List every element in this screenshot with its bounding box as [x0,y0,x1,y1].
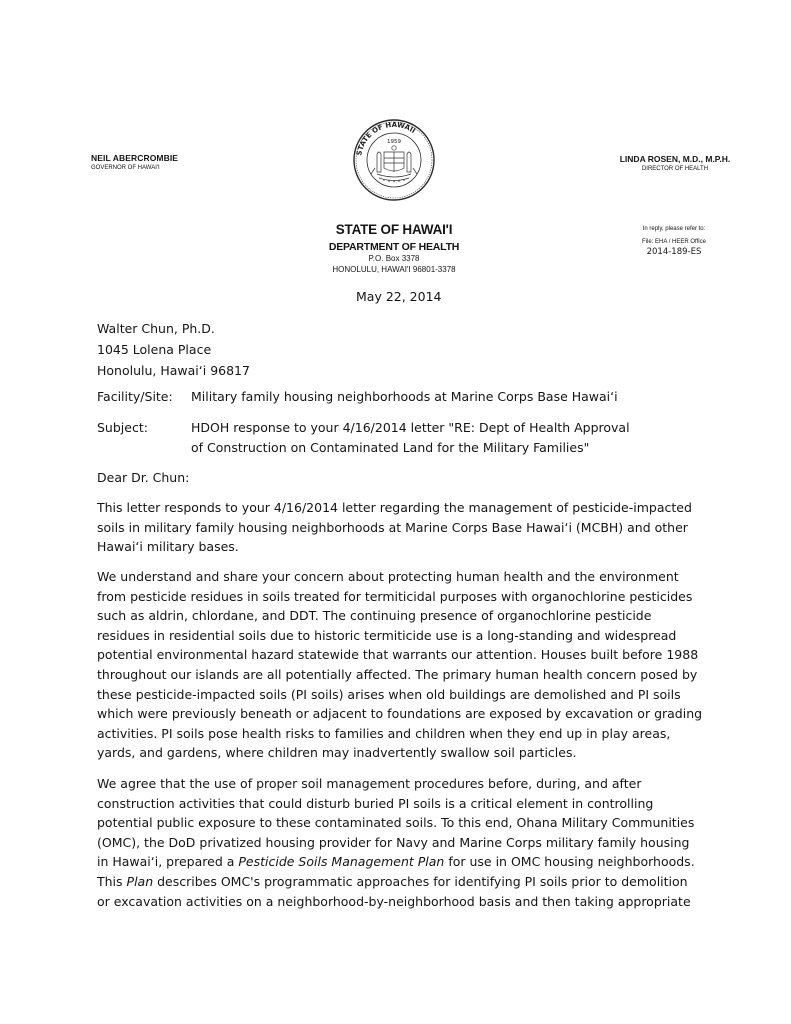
paragraph-line: construction activities that could disturb buried PI soils is a critical element in controlling [97,795,654,811]
governor-name: NEIL ABERCROMBIE [91,153,179,163]
state-seal-icon [339,118,449,202]
addressee-street: 1045 Lolena Place [97,342,212,357]
paragraph-line: such as aldrin, chlordane, and DDT. The continuing presence of organochlorine pesticide [97,608,652,624]
paragraph-1 [97,498,737,557]
file-number: 2014-189-ES [646,247,702,257]
subject-line: of Construction on Contaminated Land for the Military Families" [191,440,590,455]
subject-line: HDOH response to your 4/16/2014 letter "RE: Dept of Health Approval [191,420,630,435]
text-run: describes OMC's programmatic approaches for identifying PI soils prior to demolition [153,873,688,889]
director-name: LINDA ROSEN, M.D., M.P.H. [619,154,731,164]
paragraph-line: We understand and share your concern about protecting human health and the environment [97,569,679,584]
subject-label: Subject: [97,420,148,435]
paragraph-line: Hawai‘i military bases. [97,539,239,555]
paragraph-line: This letter responds to your 4/16/2014 letter regarding the management of pesticide-impacted [97,500,692,515]
facility-value: Military family housing neighborhoods at Marine Corps Base Hawai‘i [191,389,618,404]
director-title: DIRECTOR OF HEALTH [641,166,709,172]
text-run: This [97,873,127,889]
plan-word-italic: Plan [126,873,154,889]
paragraph-line: or excavation activities on a neighborhood-by-neighborhood basis and then taking appropriate [97,893,691,909]
po-box: P.O. Box 3378 [368,254,420,263]
facility-label: Facility/Site: [97,389,173,404]
department-name: DEPARTMENT OF HEALTH [328,241,460,253]
paragraph-line [97,872,737,892]
city-line: HONOLULU, HAWAI'I 96801-3378 [332,265,456,274]
paragraph-line: from pesticide residues in soils treated for termiticidal purposes with organochlorine pesticides [97,588,693,604]
text-run: in Hawai‘i, prepared a [97,854,239,870]
governor-title: GOVERNOR OF HAWAI'I [91,165,160,171]
paragraph-line: throughout our islands are all potentially affected. The primary human health concern posed by [97,666,698,682]
addressee-name: Walter Chun, Ph.D. [97,321,215,336]
file-label: File: EHA / HEER Office [642,239,706,245]
paragraph-line: which were previously beneath or adjacent to foundations are exposed by excavation or grading [97,706,703,722]
paragraph-line: activities. PI soils pose health risks to families and children when they end up in play areas, [97,725,671,741]
salutation: Dear Dr. Chun: [97,470,190,485]
director-block [600,154,750,172]
paragraph-line: (OMC), the DoD privatized housing provider for Navy and Marine Corps military family housing [97,834,690,850]
paragraph-2 [97,567,737,763]
paragraph-line: residues in residential soils due to historic termiticide use is a long-standing and widespread [97,627,677,643]
paragraph-line: potential environmental hazard statewide that warrants our attention. Houses built before 1988 [97,647,699,663]
seal-year: 1959 [387,139,401,145]
paragraph-line: these pesticide-impacted soils (PI soils) arises when old buildings are demolished and PI soils [97,686,681,702]
paragraph-line: yards, and gardens, where children may inadvertently swallow soil particles. [97,745,577,761]
paragraph-line: We agree that the use of proper soil management procedures before, during, and after [97,776,642,791]
addressee-block [97,318,250,381]
paragraph-line [97,852,737,872]
reply-note: In reply, please refer to: [642,226,706,232]
reply-reference [604,226,744,257]
governor-block [91,153,178,171]
state-name: STATE OF HAWAI'I [335,222,453,237]
addressee-city: Honolulu, Hawai‘i 96817 [97,363,250,378]
letter-date: May 22, 2014 [356,289,442,304]
text-run: for use in OMC housing neighborhoods. [444,854,695,870]
department-header [291,222,497,275]
paragraph-line: soils in military family housing neighborhoods at Marine Corps Base Hawai‘i (MCBH) and other [97,519,688,535]
subject-value [191,418,661,458]
paragraph-line: potential public exposure to these contaminated soils. To this end, Ohana Military Communities [97,815,695,831]
paragraph-3 [97,774,737,911]
seal-ring-text: STATE OF HAWAII [355,120,417,157]
plan-title-italic: Pesticide Soils Management Plan [238,854,445,870]
